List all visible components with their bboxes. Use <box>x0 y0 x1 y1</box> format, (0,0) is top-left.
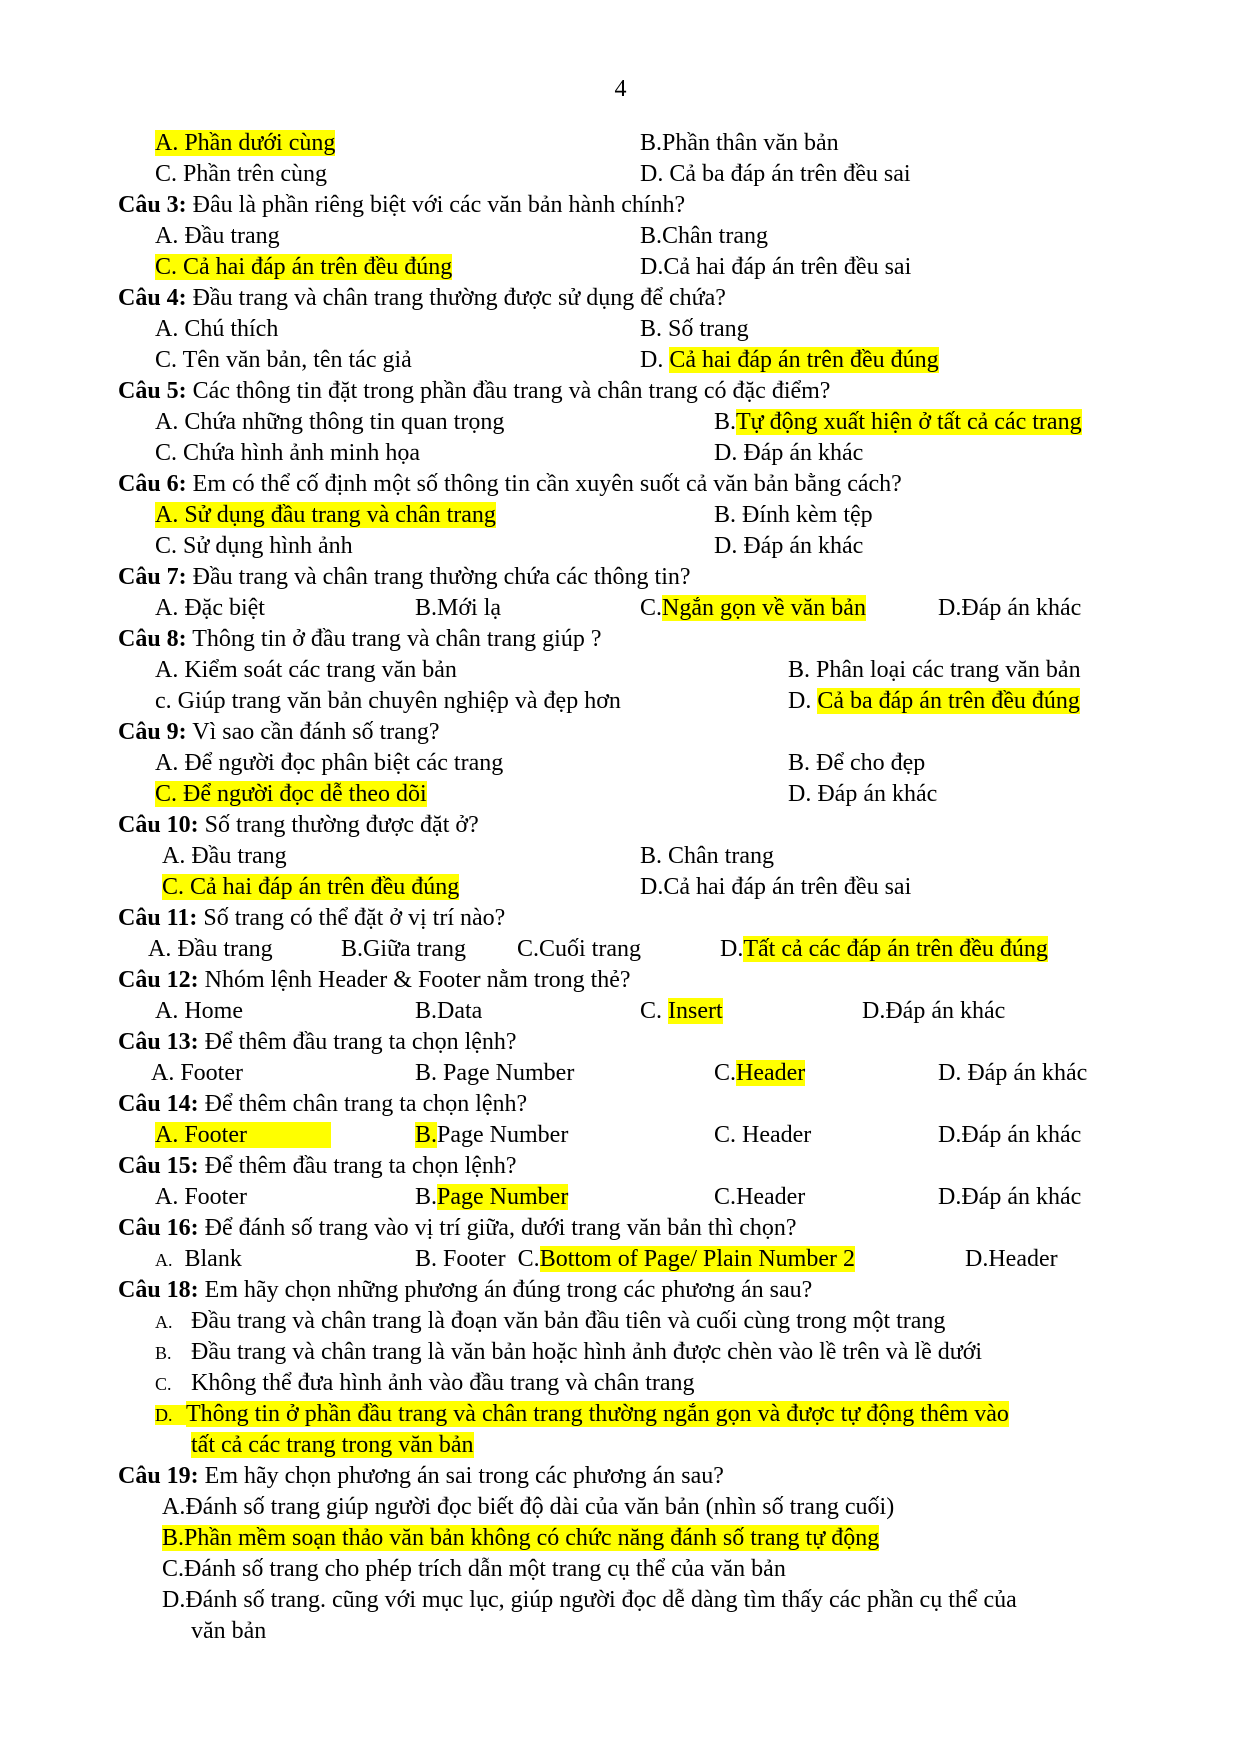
answer-option <box>714 1058 805 1089</box>
highlighted-answer-text: Cả hai đáp án trên đều đúng <box>669 347 939 373</box>
question-text: Các thông tin đặt trong phần đầu trang và chân trang có đặc điểm? <box>186 378 831 404</box>
highlighted-answer-text: Tự động xuất hiện ở tất cả các trang <box>736 409 1082 435</box>
highlighted-answer-text: Thông tin ở phần đầu trang và chân trang thường ngắn gọn và được tự động thêm vào <box>186 1401 1009 1427</box>
answer-option <box>191 1430 474 1461</box>
question-line <box>118 562 691 593</box>
answer-option <box>155 407 504 438</box>
answer-option <box>415 1058 574 1089</box>
answer-option <box>155 1182 247 1213</box>
question-text: Em hãy chọn những phương án đúng trong các phương án sau? <box>198 1277 813 1303</box>
answer-option <box>640 252 911 283</box>
highlighted-answer-text: Ngắn gọn về văn bản <box>662 595 866 621</box>
answer-text: D.Đánh số trang. cũng với mục lục, giúp người đọc dễ dàng tìm thấy các phần cụ thể của <box>162 1587 1017 1613</box>
answer-option <box>155 748 503 779</box>
answer-text: Page Number <box>437 1122 569 1148</box>
answer-text: A. Đặc biệt <box>155 595 265 621</box>
answer-text: A. Footer <box>151 1060 243 1086</box>
answer-option <box>714 500 873 531</box>
answer-text: A.Đánh số trang giúp người đọc biết độ dài của văn bản (nhìn số trang cuối) <box>162 1494 895 1520</box>
answer-text: D. Đáp án khác <box>938 1060 1088 1086</box>
answer-option <box>415 996 482 1027</box>
answer-option <box>341 934 466 965</box>
answer-option <box>162 1492 894 1523</box>
highlighted-answer-text: A. Sử dụng đầu trang và chân trang <box>155 502 496 528</box>
answer-text: Blank <box>172 1246 242 1272</box>
answer-option <box>155 655 457 686</box>
question-label: Câu 14: <box>118 1091 199 1117</box>
answer-option <box>155 252 452 283</box>
answer-text: B. Chân trang <box>640 843 774 869</box>
answer-option <box>640 345 939 376</box>
question-line <box>118 1089 527 1120</box>
answer-option <box>191 1616 266 1647</box>
answer-option <box>155 686 621 717</box>
question-text: Em hãy chọn phương án sai trong các phương án sau? <box>198 1463 724 1489</box>
answer-option <box>162 872 459 903</box>
question-label: Câu 15: <box>118 1153 199 1179</box>
highlighted-answer-text: B.Phần mềm soạn thảo văn bản không có chức năng đánh số trang tự động <box>162 1525 880 1551</box>
question-text: Đâu là phần riêng biệt với các văn bản hành chính? <box>186 192 686 218</box>
answer-text: D.Header <box>965 1246 1058 1272</box>
question-label: Câu 6: <box>118 471 187 497</box>
answer-option <box>155 593 265 624</box>
highlighted-answer-text: D. <box>155 1405 186 1425</box>
question-line <box>118 469 902 500</box>
question-label: Câu 4: <box>118 285 187 311</box>
highlighted-answer-text: Header <box>736 1060 806 1086</box>
answer-text: C. Phần trên cùng <box>155 161 327 187</box>
answer-option <box>415 1244 855 1275</box>
answer-text: B.Giữa trang <box>341 936 466 962</box>
question-line <box>118 190 685 221</box>
answer-text: B. Đính kèm tệp <box>714 502 873 528</box>
answer-option <box>938 1120 1081 1151</box>
answer-text: B.Phần thân văn bản <box>640 130 839 156</box>
highlighted-answer-text: C. Cả hai đáp án trên đều đúng <box>162 874 460 900</box>
answer-text: D. <box>640 347 670 373</box>
answer-option <box>415 1182 568 1213</box>
answer-text: D.Đáp án khác <box>938 1184 1082 1210</box>
answer-text: A. <box>155 1312 173 1332</box>
answer-option <box>640 314 749 345</box>
question-label: Câu 11: <box>118 905 198 931</box>
answer-option <box>191 1337 982 1368</box>
answer-option <box>155 1368 172 1399</box>
answer-option <box>155 128 335 159</box>
highlighted-answer-text: Page Number <box>437 1184 569 1210</box>
answer-text: B. <box>155 1343 172 1363</box>
answer-option <box>162 1554 786 1585</box>
answer-option <box>155 1306 173 1337</box>
answer-option <box>155 1337 172 1368</box>
question-line <box>118 283 726 314</box>
answer-text: A. Để người đọc phân biệt các trang <box>155 750 504 776</box>
answer-option <box>191 1368 695 1399</box>
answer-text: văn bản <box>191 1618 267 1644</box>
answer-option <box>714 438 863 469</box>
answer-option <box>938 593 1081 624</box>
question-label: Câu 19: <box>118 1463 199 1489</box>
answer-text: C.Header <box>714 1184 806 1210</box>
answer-text: C. Tên văn bản, tên tác giả <box>155 347 412 373</box>
answer-text: Đầu trang và chân trang là văn bản hoặc hình ảnh được chèn vào lề trên và lề dưới <box>191 1339 983 1365</box>
question-line <box>118 810 479 841</box>
answer-option <box>640 159 911 190</box>
answer-option <box>155 531 353 562</box>
question-line <box>118 1151 517 1182</box>
answer-option <box>714 407 1082 438</box>
question-line <box>118 717 440 748</box>
answer-text: Không thể đưa hình ảnh vào đầu trang và chân trang <box>191 1370 695 1396</box>
answer-option <box>788 779 937 810</box>
answer-text: D. Đáp án khác <box>714 533 864 559</box>
question-label: Câu 12: <box>118 967 199 993</box>
question-label: Câu 5: <box>118 378 187 404</box>
answer-option <box>938 1058 1087 1089</box>
answer-option <box>788 748 925 779</box>
highlighted-answer-text: C. Cả hai đáp án trên đều đúng <box>155 254 453 280</box>
highlighted-answer-text: A. Phần dưới cùng <box>155 130 336 156</box>
question-line <box>118 1461 724 1492</box>
answer-text: A. Kiểm soát các trang văn bản <box>155 657 457 683</box>
question-line <box>118 624 601 655</box>
answer-option <box>862 996 1005 1027</box>
question-line <box>118 965 631 996</box>
question-text: Để thêm đầu trang ta chọn lệnh? <box>198 1029 517 1055</box>
answer-text: D.Đáp án khác <box>938 1122 1082 1148</box>
question-label: Câu 9: <box>118 719 187 745</box>
question-label: Câu 13: <box>118 1029 199 1055</box>
answer-option <box>640 841 774 872</box>
question-text: Để thêm đầu trang ta chọn lệnh? <box>198 1153 517 1179</box>
answer-option <box>938 1182 1081 1213</box>
highlighted-answer-text: tất cả các trang trong văn bản <box>191 1432 474 1458</box>
question-line <box>118 903 505 934</box>
highlighted-answer-text: A. Footer <box>155 1122 331 1148</box>
answer-text: B. Page Number <box>415 1060 575 1086</box>
question-line <box>118 1275 812 1306</box>
answer-option <box>162 841 287 872</box>
answer-option <box>155 221 280 252</box>
answer-text: C. <box>714 1060 737 1086</box>
answer-text: D. <box>788 688 818 714</box>
answer-text: B. Phân loại các trang văn bản <box>788 657 1081 683</box>
answer-option <box>155 159 327 190</box>
answer-text: A. <box>155 1250 173 1270</box>
question-line <box>118 376 830 407</box>
answer-option <box>714 531 863 562</box>
answer-option <box>788 655 1081 686</box>
answer-text: A. Footer <box>155 1184 247 1210</box>
answer-text: B. Footer C. <box>415 1246 540 1272</box>
answer-text: C. Chứa hình ảnh minh họa <box>155 440 420 466</box>
answer-option <box>155 345 412 376</box>
question-label: Câu 10: <box>118 812 199 838</box>
answer-option <box>640 872 911 903</box>
answer-text: C.Cuối trang <box>517 936 641 962</box>
answer-option <box>155 1399 1009 1430</box>
answer-text: B. <box>415 1184 438 1210</box>
answer-text: A. Đầu trang <box>148 936 273 962</box>
answer-option <box>155 1244 242 1275</box>
highlighted-answer-text: B. <box>415 1122 438 1148</box>
answer-text: B. Số trang <box>640 316 749 342</box>
answer-text: D. Đáp án khác <box>714 440 864 466</box>
answer-option <box>714 1182 805 1213</box>
answer-option <box>517 934 641 965</box>
highlighted-answer-text: Bottom of Page/ Plain Number 2 <box>539 1246 855 1272</box>
answer-text: D.Cả hai đáp án trên đều sai <box>640 874 912 900</box>
answer-text: A. Chứa những thông tin quan trọng <box>155 409 505 435</box>
answer-text: A. Home <box>155 998 243 1024</box>
answer-text: C. Header <box>714 1122 812 1148</box>
answer-option <box>415 593 501 624</box>
answer-text: D. Cả ba đáp án trên đều sai <box>640 161 911 187</box>
answer-text: A. Chú thích <box>155 316 279 342</box>
answer-text: Đầu trang và chân trang là đoạn văn bản đầu tiên và cuối cùng trong một trang <box>191 1308 946 1334</box>
answer-text: D.Đáp án khác <box>862 998 1006 1024</box>
question-text: Để thêm chân trang ta chọn lệnh? <box>198 1091 528 1117</box>
answer-option <box>155 779 427 810</box>
answer-option <box>965 1244 1058 1275</box>
question-text: Thông tin ở đầu trang và chân trang giúp ? <box>186 626 602 652</box>
answer-option <box>640 221 768 252</box>
answer-option <box>162 1523 879 1554</box>
answer-option <box>191 1306 945 1337</box>
answer-option <box>151 1058 243 1089</box>
question-line <box>118 1213 797 1244</box>
answer-text: D. Đáp án khác <box>788 781 938 807</box>
question-text: Số trang thường được đặt ở? <box>198 812 479 838</box>
answer-text: D.Cả hai đáp án trên đều sai <box>640 254 912 280</box>
answer-text: C. <box>640 595 663 621</box>
answer-text: B.Chân trang <box>640 223 768 249</box>
question-label: Câu 8: <box>118 626 187 652</box>
answer-text: C.Đánh số trang cho phép trích dẫn một trang cụ thể của văn bản <box>162 1556 786 1582</box>
highlighted-answer-text: Tất cả các đáp án trên đều đúng <box>743 936 1048 962</box>
answer-text: B.Mới lạ <box>415 595 502 621</box>
answer-option <box>415 1120 568 1151</box>
answer-text: B.Data <box>415 998 483 1024</box>
answer-text: C. <box>155 1374 172 1394</box>
answer-option <box>162 1585 1017 1616</box>
answer-option <box>155 996 243 1027</box>
answer-text: A. Đầu trang <box>155 223 280 249</box>
question-label: Câu 18: <box>118 1277 199 1303</box>
answer-text: D. <box>720 936 744 962</box>
question-label: Câu 3: <box>118 192 187 218</box>
question-text: Nhóm lệnh Header & Footer nằm trong thẻ? <box>198 967 631 993</box>
answer-option <box>155 438 420 469</box>
answer-option <box>640 593 866 624</box>
answer-option <box>720 934 1048 965</box>
question-label: Câu 16: <box>118 1215 199 1241</box>
answer-text: B. Để cho đẹp <box>788 750 926 776</box>
highlighted-answer-text: C. Để người đọc dễ theo dõi <box>155 781 427 807</box>
answer-text: c. Giúp trang văn bản chuyên nghiệp và đẹp hơn <box>155 688 621 714</box>
page-number: 4 <box>614 76 627 102</box>
answer-option <box>148 934 273 965</box>
answer-option <box>155 1120 331 1151</box>
question-text: Để đánh số trang vào vị trí giữa, dưới trang văn bản thì chọn? <box>198 1215 797 1241</box>
highlighted-answer-text: Cả ba đáp án trên đều đúng <box>817 688 1080 714</box>
highlighted-answer-text: Insert <box>668 998 723 1024</box>
question-line <box>118 1027 517 1058</box>
question-label: Câu 7: <box>118 564 187 590</box>
answer-text: C. Sử dụng hình ảnh <box>155 533 353 559</box>
answer-text: B. <box>714 409 737 435</box>
answer-text: D.Đáp án khác <box>938 595 1082 621</box>
answer-text: A. Đầu trang <box>162 843 287 869</box>
question-text: Đầu trang và chân trang thường chứa các thông tin? <box>186 564 691 590</box>
answer-option <box>788 686 1080 717</box>
question-text: Số trang có thể đặt ở vị trí nào? <box>197 905 506 931</box>
answer-option <box>155 500 496 531</box>
answer-text: C. <box>640 998 669 1024</box>
answer-option <box>714 1120 811 1151</box>
answer-option <box>155 314 278 345</box>
question-text: Vì sao cần đánh số trang? <box>186 719 440 745</box>
answer-option <box>640 996 723 1027</box>
question-text: Em có thể cố định một số thông tin cần xuyên suốt cả văn bản bằng cách? <box>186 471 902 497</box>
answer-option <box>640 128 839 159</box>
question-text: Đầu trang và chân trang thường được sử dụng để chứa? <box>186 285 726 311</box>
